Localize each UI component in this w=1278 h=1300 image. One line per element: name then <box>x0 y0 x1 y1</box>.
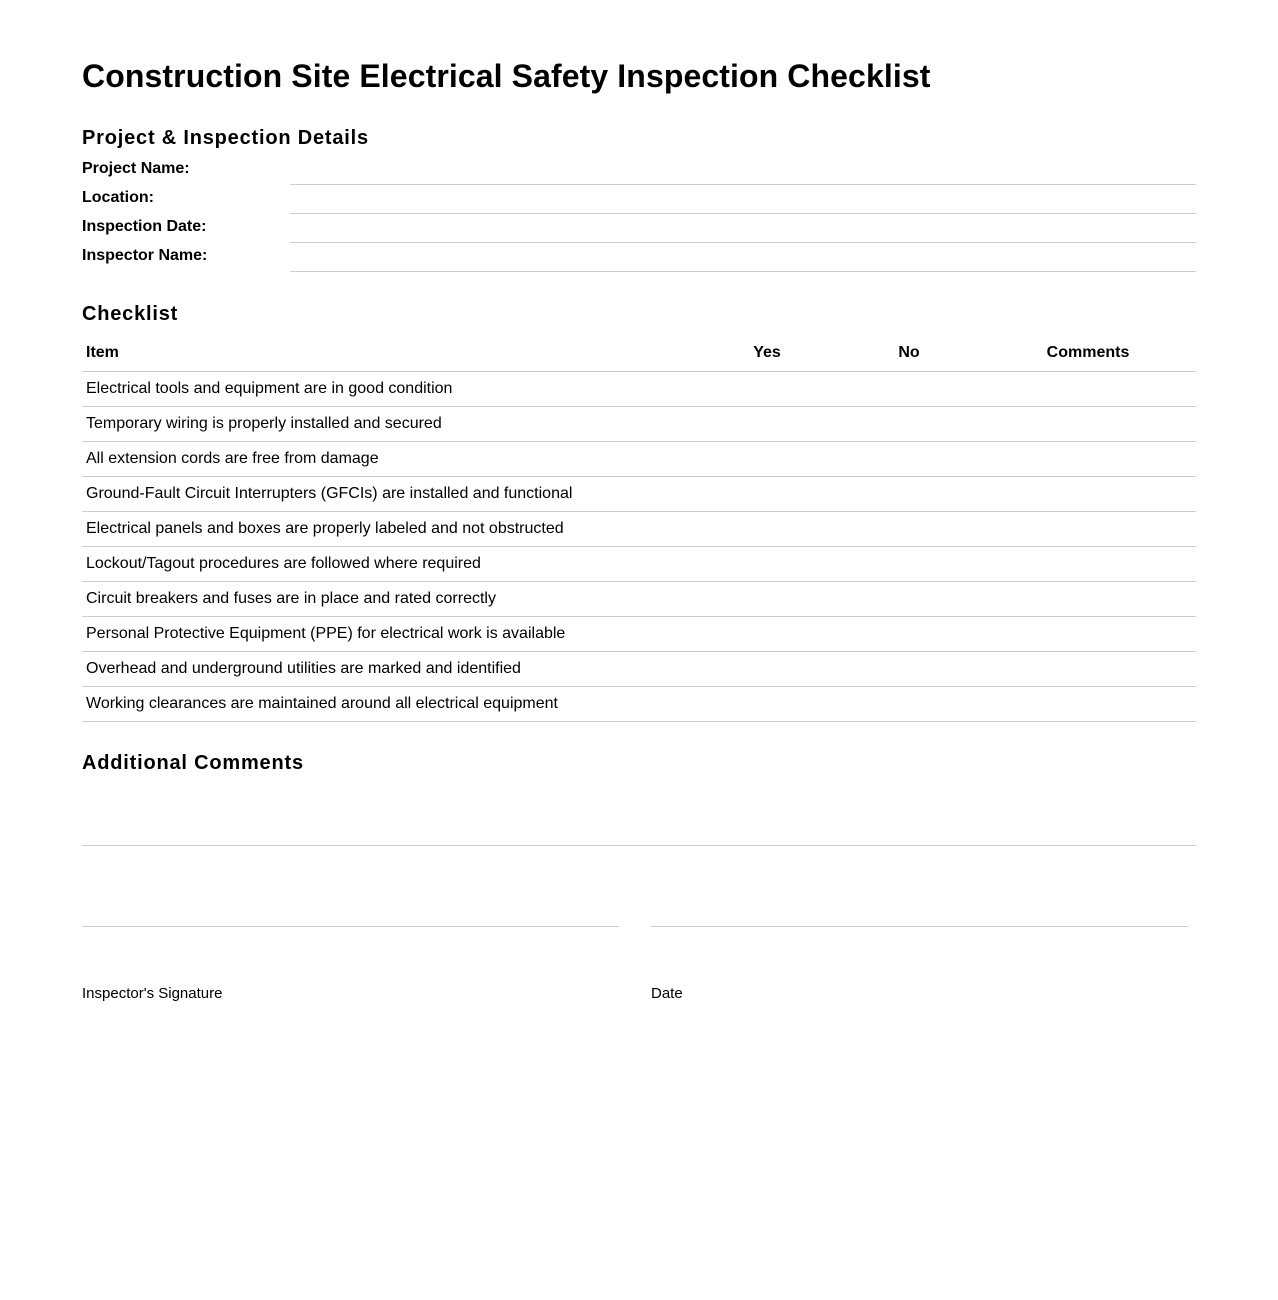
item-cell: Temporary wiring is properly installed and secured <box>82 406 696 441</box>
column-header-item: Item <box>82 336 696 371</box>
inspector-signature-label: Inspector's Signature <box>82 985 223 1002</box>
comments-cell[interactable] <box>980 476 1196 511</box>
comments-cell[interactable] <box>980 651 1196 686</box>
details-form <box>82 156 1196 272</box>
table-row <box>82 651 1196 686</box>
no-cell[interactable] <box>838 406 980 441</box>
item-cell: Circuit breakers and fuses are in place and rated correctly <box>82 581 696 616</box>
page-title: Construction Site Electrical Safety Inspection Checklist <box>82 58 931 94</box>
comments-cell[interactable] <box>980 546 1196 581</box>
yes-cell[interactable] <box>696 476 838 511</box>
no-cell[interactable] <box>838 581 980 616</box>
no-cell[interactable] <box>838 511 980 546</box>
column-header-no: No <box>838 336 980 371</box>
yes-cell[interactable] <box>696 371 838 406</box>
table-row <box>82 441 1196 476</box>
project-name-field[interactable] <box>290 165 1196 185</box>
date-label: Date <box>651 985 683 1002</box>
yes-cell[interactable] <box>696 616 838 651</box>
yes-cell[interactable] <box>696 546 838 581</box>
comments-cell[interactable] <box>980 686 1196 721</box>
detail-row-location <box>82 185 1196 214</box>
item-cell: Electrical tools and equipment are in good condition <box>82 371 696 406</box>
comments-cell[interactable] <box>980 406 1196 441</box>
no-cell[interactable] <box>838 371 980 406</box>
table-row <box>82 616 1196 651</box>
yes-cell[interactable] <box>696 441 838 476</box>
details-heading: Project & Inspection Details <box>82 127 369 149</box>
table-row <box>82 371 1196 406</box>
additional-comments-heading: Additional Comments <box>82 752 304 774</box>
yes-cell[interactable] <box>696 406 838 441</box>
project-name-label: Project Name: <box>82 160 190 177</box>
inspection-date-label: Inspection Date: <box>82 218 207 235</box>
checklist-heading: Checklist <box>82 303 179 325</box>
item-cell: All extension cords are free from damage <box>82 441 696 476</box>
item-cell: Electrical panels and boxes are properly labeled and not obstructed <box>82 511 696 546</box>
item-cell: Personal Protective Equipment (PPE) for electrical work is available <box>82 616 696 651</box>
yes-cell[interactable] <box>696 581 838 616</box>
no-cell[interactable] <box>838 441 980 476</box>
no-cell[interactable] <box>838 651 980 686</box>
item-cell: Ground-Fault Circuit Interrupters (GFCIs) are installed and functional <box>82 476 696 511</box>
no-cell[interactable] <box>838 476 980 511</box>
comments-cell[interactable] <box>980 616 1196 651</box>
table-row <box>82 476 1196 511</box>
inspector-signature-line[interactable] <box>82 926 619 927</box>
inspector-name-field[interactable] <box>290 252 1196 272</box>
table-row <box>82 406 1196 441</box>
no-cell[interactable] <box>838 616 980 651</box>
location-label: Location: <box>82 189 154 206</box>
inspector-name-label: Inspector Name: <box>82 247 208 264</box>
no-cell[interactable] <box>838 546 980 581</box>
yes-cell[interactable] <box>696 686 838 721</box>
yes-cell[interactable] <box>696 651 838 686</box>
table-row <box>82 686 1196 721</box>
yes-cell[interactable] <box>696 511 838 546</box>
table-row <box>82 546 1196 581</box>
column-header-yes: Yes <box>696 336 838 371</box>
comments-cell[interactable] <box>980 511 1196 546</box>
table-header-row <box>82 336 1196 371</box>
table-row <box>82 581 1196 616</box>
comments-cell[interactable] <box>980 581 1196 616</box>
item-cell: Lockout/Tagout procedures are followed where required <box>82 546 696 581</box>
comments-cell[interactable] <box>980 441 1196 476</box>
no-cell[interactable] <box>838 686 980 721</box>
location-field[interactable] <box>290 194 1196 214</box>
detail-row-inspection-date <box>82 214 1196 243</box>
table-row <box>82 511 1196 546</box>
item-cell: Overhead and underground utilities are marked and identified <box>82 651 696 686</box>
detail-row-project-name <box>82 156 1196 185</box>
inspection-date-field[interactable] <box>290 223 1196 243</box>
detail-row-inspector-name <box>82 243 1196 272</box>
date-signature-line[interactable] <box>651 926 1188 927</box>
additional-comments-field[interactable] <box>82 845 1196 846</box>
item-cell: Working clearances are maintained around all electrical equipment <box>82 686 696 721</box>
column-header-comments: Comments <box>980 336 1196 371</box>
comments-cell[interactable] <box>980 371 1196 406</box>
checklist-table <box>82 336 1196 722</box>
